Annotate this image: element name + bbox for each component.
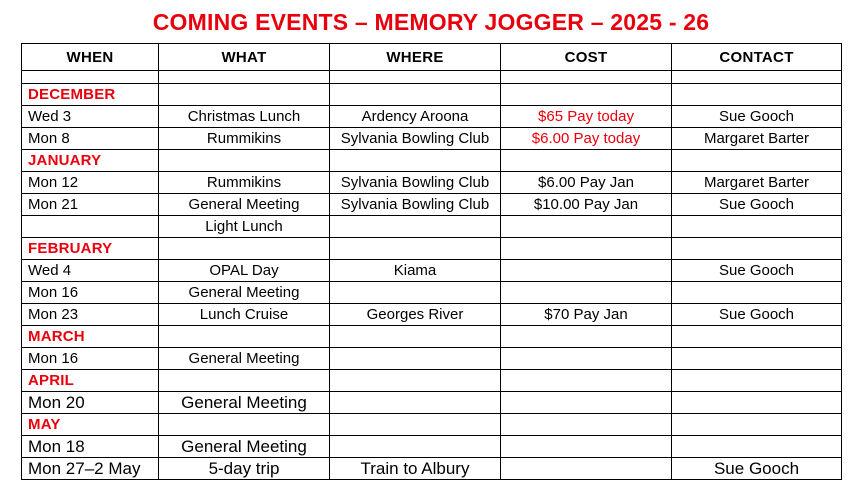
cell-contact [672,282,842,304]
cell-where [330,436,501,458]
cell-when: MARCH [22,326,159,348]
cell-contact: Sue Gooch [672,106,842,128]
cell-where: Ardency Aroona [330,106,501,128]
cell-what [159,370,330,392]
table-row-month [22,326,842,348]
table-row [22,458,842,480]
cell-when: Mon 20 [22,392,159,414]
table-row-spacer [22,71,842,84]
cell-cost [501,260,672,282]
table-row [22,260,842,282]
table-row-month [22,370,842,392]
cell-when: MAY [22,414,159,436]
cell-what: General Meeting [159,392,330,414]
cell-when: APRIL [22,370,159,392]
cell-contact [672,71,842,84]
cell-where [330,348,501,370]
cell-what [159,84,330,106]
table-row [22,436,842,458]
column-header-what: WHAT [159,44,330,71]
cell-contact [672,348,842,370]
cell-contact [672,414,842,436]
cell-where [330,150,501,172]
cell-when [22,216,159,238]
cell-contact [672,84,842,106]
cell-contact [672,436,842,458]
table-row [22,106,842,128]
cell-cost [501,150,672,172]
cell-when: Mon 23 [22,304,159,326]
cell-where: Sylvania Bowling Club [330,128,501,150]
cell-when: DECEMBER [22,84,159,106]
table-row [22,392,842,414]
cell-what [159,150,330,172]
cell-where: Georges River [330,304,501,326]
cell-cost: $65 Pay today [501,106,672,128]
cell-where: Sylvania Bowling Club [330,194,501,216]
cell-contact [672,326,842,348]
column-header-contact: CONTACT [672,44,842,71]
cell-when: Mon 21 [22,194,159,216]
cell-cost [501,414,672,436]
cell-cost [501,392,672,414]
table-row [22,216,842,238]
cell-cost [501,238,672,260]
cell-cost [501,370,672,392]
cell-cost: $10.00 Pay Jan [501,194,672,216]
column-header-when: WHEN [22,44,159,71]
cell-where [330,71,501,84]
cell-contact: Sue Gooch [672,458,842,480]
cell-contact [672,216,842,238]
cell-what: Rummikins [159,128,330,150]
cell-cost [501,84,672,106]
table-row [22,348,842,370]
cell-cost: $6.00 Pay Jan [501,172,672,194]
cell-what: Lunch Cruise [159,304,330,326]
cell-when: Wed 3 [22,106,159,128]
cell-when: Mon 16 [22,348,159,370]
table-row-month [22,84,842,106]
cell-what: Rummikins [159,172,330,194]
cell-what [159,238,330,260]
cell-where [330,238,501,260]
cell-where: Train to Albury [330,458,501,480]
cell-when: JANUARY [22,150,159,172]
cell-what [159,414,330,436]
cell-what: General Meeting [159,348,330,370]
cell-cost [501,326,672,348]
table-row-month [22,414,842,436]
table-row-month [22,238,842,260]
cell-when: Mon 27–2 May [22,458,159,480]
cell-what: Christmas Lunch [159,106,330,128]
cell-cost [501,436,672,458]
cell-contact: Sue Gooch [672,304,842,326]
cell-what: General Meeting [159,194,330,216]
cell-where [330,84,501,106]
table-header-row [22,44,842,71]
cell-when: FEBRUARY [22,238,159,260]
cell-where [330,282,501,304]
cell-cost [501,282,672,304]
cell-cost: $70 Pay Jan [501,304,672,326]
cell-when [22,71,159,84]
cell-where [330,392,501,414]
table-body [22,71,842,480]
cell-where [330,216,501,238]
table-row-month [22,150,842,172]
cell-contact [672,238,842,260]
cell-when: Mon 18 [22,436,159,458]
table-row [22,194,842,216]
cell-when: Mon 8 [22,128,159,150]
column-header-where: WHERE [330,44,501,71]
cell-contact [672,392,842,414]
cell-when: Mon 12 [22,172,159,194]
cell-contact [672,370,842,392]
cell-when: Mon 16 [22,282,159,304]
cell-cost [501,458,672,480]
page-title: COMING EVENTS – MEMORY JOGGER – 2025 - 26 [152,9,710,35]
cell-what: General Meeting [159,436,330,458]
cell-contact: Margaret Barter [672,172,842,194]
cell-cost [501,348,672,370]
cell-what: General Meeting [159,282,330,304]
table-row [22,172,842,194]
cell-contact: Sue Gooch [672,194,842,216]
cell-where: Sylvania Bowling Club [330,172,501,194]
cell-when: Wed 4 [22,260,159,282]
column-header-cost: COST [501,44,672,71]
cell-contact: Margaret Barter [672,128,842,150]
cell-cost: $6.00 Pay today [501,128,672,150]
cell-contact: Sue Gooch [672,260,842,282]
cell-what: 5-day trip [159,458,330,480]
cell-contact [672,150,842,172]
cell-what [159,71,330,84]
cell-cost [501,71,672,84]
table-row [22,128,842,150]
coming-events-table [21,43,842,480]
cell-what [159,326,330,348]
cell-where: Kiama [330,260,501,282]
table-row [22,304,842,326]
cell-cost [501,216,672,238]
table-row [22,282,842,304]
cell-where [330,370,501,392]
cell-what: Light Lunch [159,216,330,238]
cell-where [330,414,501,436]
cell-where [330,326,501,348]
cell-what: OPAL Day [159,260,330,282]
